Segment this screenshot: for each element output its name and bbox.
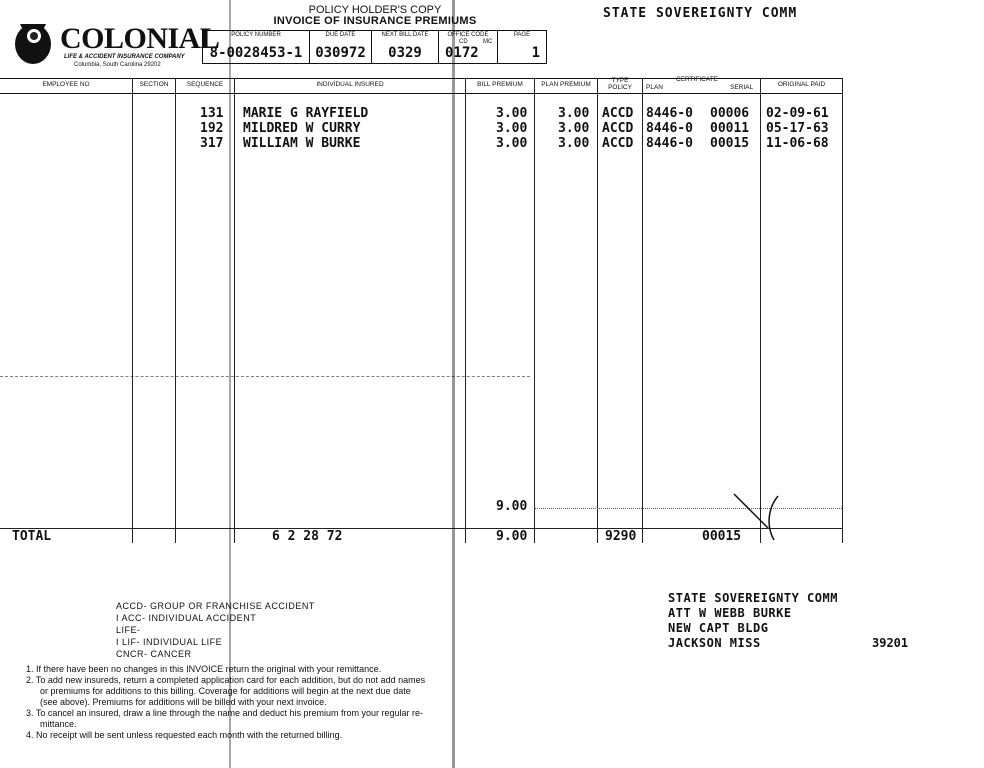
next-bill-box <box>371 30 439 64</box>
office-code-label: OFFICE CODE <box>447 32 489 38</box>
col-original-paid: ORIGINAL PAID <box>777 81 826 88</box>
col-plan-premium: PLAN PREMIUM <box>541 81 591 88</box>
addressee-top: STATE SOVEREIGNTY COMM <box>603 6 798 21</box>
row-sequence: 192 <box>200 121 224 136</box>
instruction-line: or premiums for additions to this billing. Coverage for additions will begin at the next due date <box>40 686 411 696</box>
col-individual-insured: INDIVIDUAL INSURED <box>316 81 384 88</box>
col-plan: PLAN <box>646 84 663 91</box>
row-name: WILLIAM W BURKE <box>243 136 361 151</box>
row-plan: 8446-0 <box>646 136 693 151</box>
page-label: PAGE <box>513 32 531 38</box>
row-paid: 11-06-68 <box>766 136 829 151</box>
legend-item: I LIF- INDIVIDUAL LIFE <box>116 637 223 647</box>
column-divider <box>842 78 843 543</box>
col-type: TYPE <box>611 77 629 84</box>
column-divider <box>234 78 235 543</box>
column-divider <box>132 78 133 543</box>
total-type: 9290 <box>605 529 637 544</box>
row-type: ACCD <box>602 121 634 136</box>
zip-code: 39201 <box>872 636 909 650</box>
invoice-title: INVOICE OF INSURANCE PREMIUMS <box>273 15 477 27</box>
fold-line <box>452 0 455 768</box>
instruction-line: 4. No receipt will be sent unless requested each month with the returned billing. <box>26 730 343 740</box>
row-serial: 00011 <box>710 121 750 136</box>
office-code-box <box>438 30 498 64</box>
row-sequence: 131 <box>200 106 224 121</box>
instruction-line: mittance. <box>40 719 77 729</box>
col-employee-no: EMPLOYEE NO <box>42 81 90 88</box>
column-divider <box>175 78 176 543</box>
office-cd-label: CD <box>459 39 468 45</box>
row-plan: 8446-0 <box>646 106 693 121</box>
company-subtitle: LIFE & ACCIDENT INSURANCE COMPANY <box>64 54 185 60</box>
row-bill: 3.00 <box>496 121 528 136</box>
fold-line <box>229 0 231 768</box>
company-logo <box>12 14 220 74</box>
address-line: STATE SOVEREIGNTY COMM <box>668 591 838 605</box>
next-bill-label: NEXT BILL DATE <box>381 32 429 38</box>
instruction-line: 2. To add new insureds, return a completed application card for each addition, but do not add names <box>26 675 426 685</box>
next-bill-value: 0329 <box>388 45 422 61</box>
legend-item: CNCR- CANCER <box>116 649 192 659</box>
column-divider <box>642 78 643 543</box>
company-name: COLONIAL <box>60 22 220 55</box>
instruction-line: 3. To cancel an insured, draw a line through the name and deduct his premium from your regular re- <box>26 708 424 718</box>
row-serial: 00015 <box>710 136 750 151</box>
legend-item: ACCD- GROUP OR FRANCHISE ACCIDENT <box>116 601 315 611</box>
policy-number-box <box>202 30 310 64</box>
due-date-label: DUE DATE <box>325 32 356 38</box>
legend-item: LIFE- <box>116 625 141 635</box>
col-serial: SERIAL <box>730 84 754 91</box>
handwritten-mark <box>728 488 808 548</box>
office-mc-label: MC <box>483 39 493 45</box>
row-sequence: 317 <box>200 136 224 151</box>
company-city: Columbia, South Carolina 29202 <box>74 62 161 68</box>
col-bill-premium: BILL PREMIUM <box>477 81 523 88</box>
subtotal-bill: 9.00 <box>496 499 528 514</box>
colonial-figure-icon <box>12 14 54 66</box>
address-line: JACKSON MISS <box>668 636 761 650</box>
total-label: TOTAL <box>12 529 52 544</box>
due-date-value: 030972 <box>315 45 366 61</box>
col-sequence: SEQUENCE <box>186 81 224 88</box>
instruction-line: (see above). Premiums for additions will be billed with your next invoice. <box>40 697 327 707</box>
copy-label: POLICY HOLDER'S COPY <box>308 4 442 16</box>
total-insured-numbers: 6 2 28 72 <box>272 529 343 544</box>
legend-item: I ACC- INDIVIDUAL ACCIDENT <box>116 613 257 623</box>
page-value: 1 <box>531 45 540 61</box>
total-serial: 00015 <box>702 529 742 544</box>
col-policy: POLICY <box>608 84 632 91</box>
instruction-line: 1. If there have been no changes in this INVOICE return the original with your remittance. <box>26 664 382 674</box>
address-line: NEW CAPT BLDG <box>668 621 769 635</box>
row-name: MARIE G RAYFIELD <box>243 106 369 121</box>
column-divider <box>597 78 598 543</box>
mailing-address <box>668 591 838 651</box>
instructions <box>26 664 486 741</box>
row-type: ACCD <box>602 106 634 121</box>
row-plan-premium: 3.00 <box>558 106 590 121</box>
row-plan: 8446-0 <box>646 121 693 136</box>
row-serial: 00006 <box>710 106 750 121</box>
row-paid: 05-17-63 <box>766 121 829 136</box>
column-divider <box>465 78 466 543</box>
column-divider <box>534 78 535 543</box>
office-code-value: 0172 <box>445 45 479 61</box>
column-divider <box>760 78 761 543</box>
policy-number-label: POLICY NUMBER <box>231 32 281 38</box>
column-header-row <box>0 78 842 94</box>
row-bill: 3.00 <box>496 136 528 151</box>
total-bill: 9.00 <box>496 529 528 544</box>
row-type: ACCD <box>602 136 634 151</box>
fold-line <box>0 376 530 378</box>
row-plan-premium: 3.00 <box>558 121 590 136</box>
row-paid: 02-09-61 <box>766 106 829 121</box>
due-date-box <box>309 30 372 64</box>
row-bill: 3.00 <box>496 106 528 121</box>
type-legend <box>116 600 315 660</box>
row-plan-premium: 3.00 <box>558 136 590 151</box>
row-name: MILDRED W CURRY <box>243 121 361 136</box>
page-box <box>497 30 547 64</box>
policy-number-value: 8-0028453-1 <box>209 45 303 61</box>
col-section: SECTION <box>139 81 169 88</box>
address-line: ATT W WEBB BURKE <box>668 606 792 620</box>
col-certificate: CERTIFICATE <box>676 76 719 83</box>
